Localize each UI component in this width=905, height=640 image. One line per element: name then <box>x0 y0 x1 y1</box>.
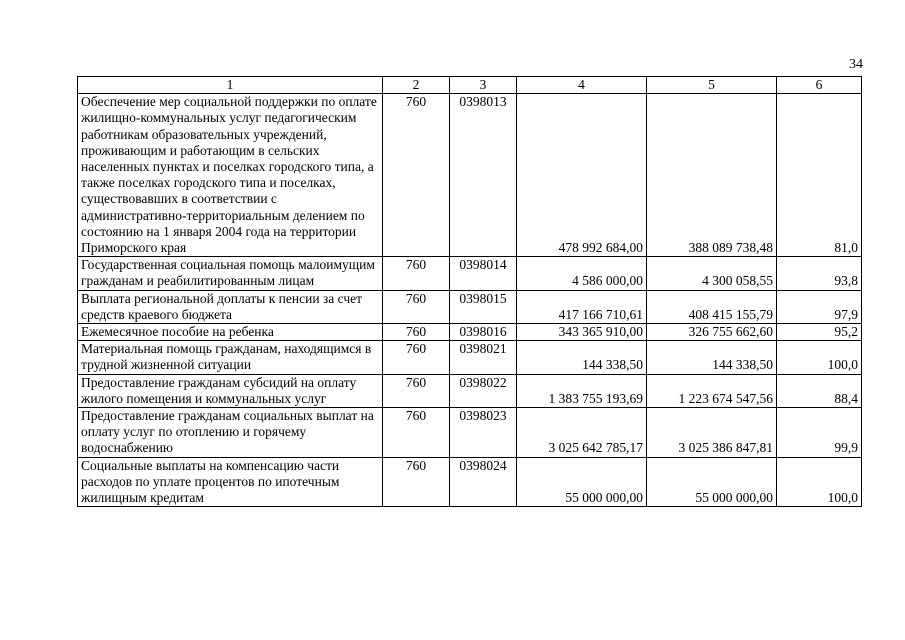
table-row <box>78 324 862 341</box>
table-header-row <box>78 77 862 94</box>
column-header: 1 <box>78 77 383 94</box>
row-code-cell: 0398021 <box>450 341 517 374</box>
row-amount-cell: 4 300 058,55 <box>647 257 777 290</box>
row-percent-cell: 81,0 <box>777 94 862 257</box>
row-amount-cell: 343 365 910,00 <box>517 324 647 341</box>
row-percent-cell: 100,0 <box>777 457 862 507</box>
column-header: 6 <box>777 77 862 94</box>
row-name-cell: Материальная помощь гражданам, находящимся в трудной жизненной ситуации <box>78 341 383 374</box>
row-name-cell: Обеспечение мер социальной поддержки по оплате жилищно-коммунальных услуг педагогическим работникам образовательных учреждений, проживающим и работающим в сельских населенных пунктах и поселках городского типа, а также поселках городского типа и поселках, существовавших в соответствии с административно-территориальным делением по состоянию на 1 января 2004 года на территории Приморского края <box>78 94 383 257</box>
table-row <box>78 457 862 507</box>
column-header: 3 <box>450 77 517 94</box>
row-amount-cell: 1 223 674 547,56 <box>647 374 777 407</box>
row-code-cell: 0398015 <box>450 290 517 323</box>
row-code-cell: 0398013 <box>450 94 517 257</box>
row-amount-cell: 326 755 662,60 <box>647 324 777 341</box>
page-number: 34 <box>849 57 863 72</box>
row-code-cell: 0398023 <box>450 408 517 458</box>
row-name-cell: Государственная социальная помощь малоимущим гражданам и реабилитированным лицам <box>78 257 383 290</box>
row-code-cell: 760 <box>383 257 450 290</box>
row-code-cell: 760 <box>383 324 450 341</box>
table-row <box>78 408 862 458</box>
table-row <box>78 290 862 323</box>
column-header: 2 <box>383 77 450 94</box>
row-amount-cell: 144 338,50 <box>647 341 777 374</box>
row-code-cell: 760 <box>383 374 450 407</box>
row-name-cell: Ежемесячное пособие на ребенка <box>78 324 383 341</box>
table-row <box>78 94 862 257</box>
row-amount-cell: 4 586 000,00 <box>517 257 647 290</box>
row-code-cell: 0398014 <box>450 257 517 290</box>
row-amount-cell: 1 383 755 193,69 <box>517 374 647 407</box>
row-percent-cell: 95,2 <box>777 324 862 341</box>
row-percent-cell: 88,4 <box>777 374 862 407</box>
row-amount-cell: 3 025 642 785,17 <box>517 408 647 458</box>
row-code-cell: 0398024 <box>450 457 517 507</box>
row-amount-cell: 417 166 710,61 <box>517 290 647 323</box>
row-amount-cell: 55 000 000,00 <box>647 457 777 507</box>
row-name-cell: Социальные выплаты на компенсацию части расходов по уплате процентов по ипотечным жилищным кредитам <box>78 457 383 507</box>
column-header: 4 <box>517 77 647 94</box>
row-percent-cell: 93,8 <box>777 257 862 290</box>
row-amount-cell: 388 089 738,48 <box>647 94 777 257</box>
row-code-cell: 760 <box>383 341 450 374</box>
row-code-cell: 760 <box>383 94 450 257</box>
column-header: 5 <box>647 77 777 94</box>
row-amount-cell: 408 415 155,79 <box>647 290 777 323</box>
row-name-cell: Предоставление гражданам субсидий на оплату жилого помещения и коммунальных услуг <box>78 374 383 407</box>
row-percent-cell: 99,9 <box>777 408 862 458</box>
budget-table <box>77 76 862 507</box>
row-code-cell: 760 <box>383 457 450 507</box>
row-amount-cell: 55 000 000,00 <box>517 457 647 507</box>
row-code-cell: 760 <box>383 290 450 323</box>
table-row <box>78 257 862 290</box>
row-code-cell: 760 <box>383 408 450 458</box>
row-amount-cell: 144 338,50 <box>517 341 647 374</box>
row-code-cell: 0398016 <box>450 324 517 341</box>
table-row <box>78 374 862 407</box>
row-amount-cell: 478 992 684,00 <box>517 94 647 257</box>
row-code-cell: 0398022 <box>450 374 517 407</box>
row-name-cell: Предоставление гражданам социальных выплат на оплату услуг по отоплению и горячему водоснабжению <box>78 408 383 458</box>
table-row <box>78 341 862 374</box>
row-amount-cell: 3 025 386 847,81 <box>647 408 777 458</box>
row-percent-cell: 97,9 <box>777 290 862 323</box>
row-name-cell: Выплата региональной доплаты к пенсии за счет средств краевого бюджета <box>78 290 383 323</box>
row-percent-cell: 100,0 <box>777 341 862 374</box>
